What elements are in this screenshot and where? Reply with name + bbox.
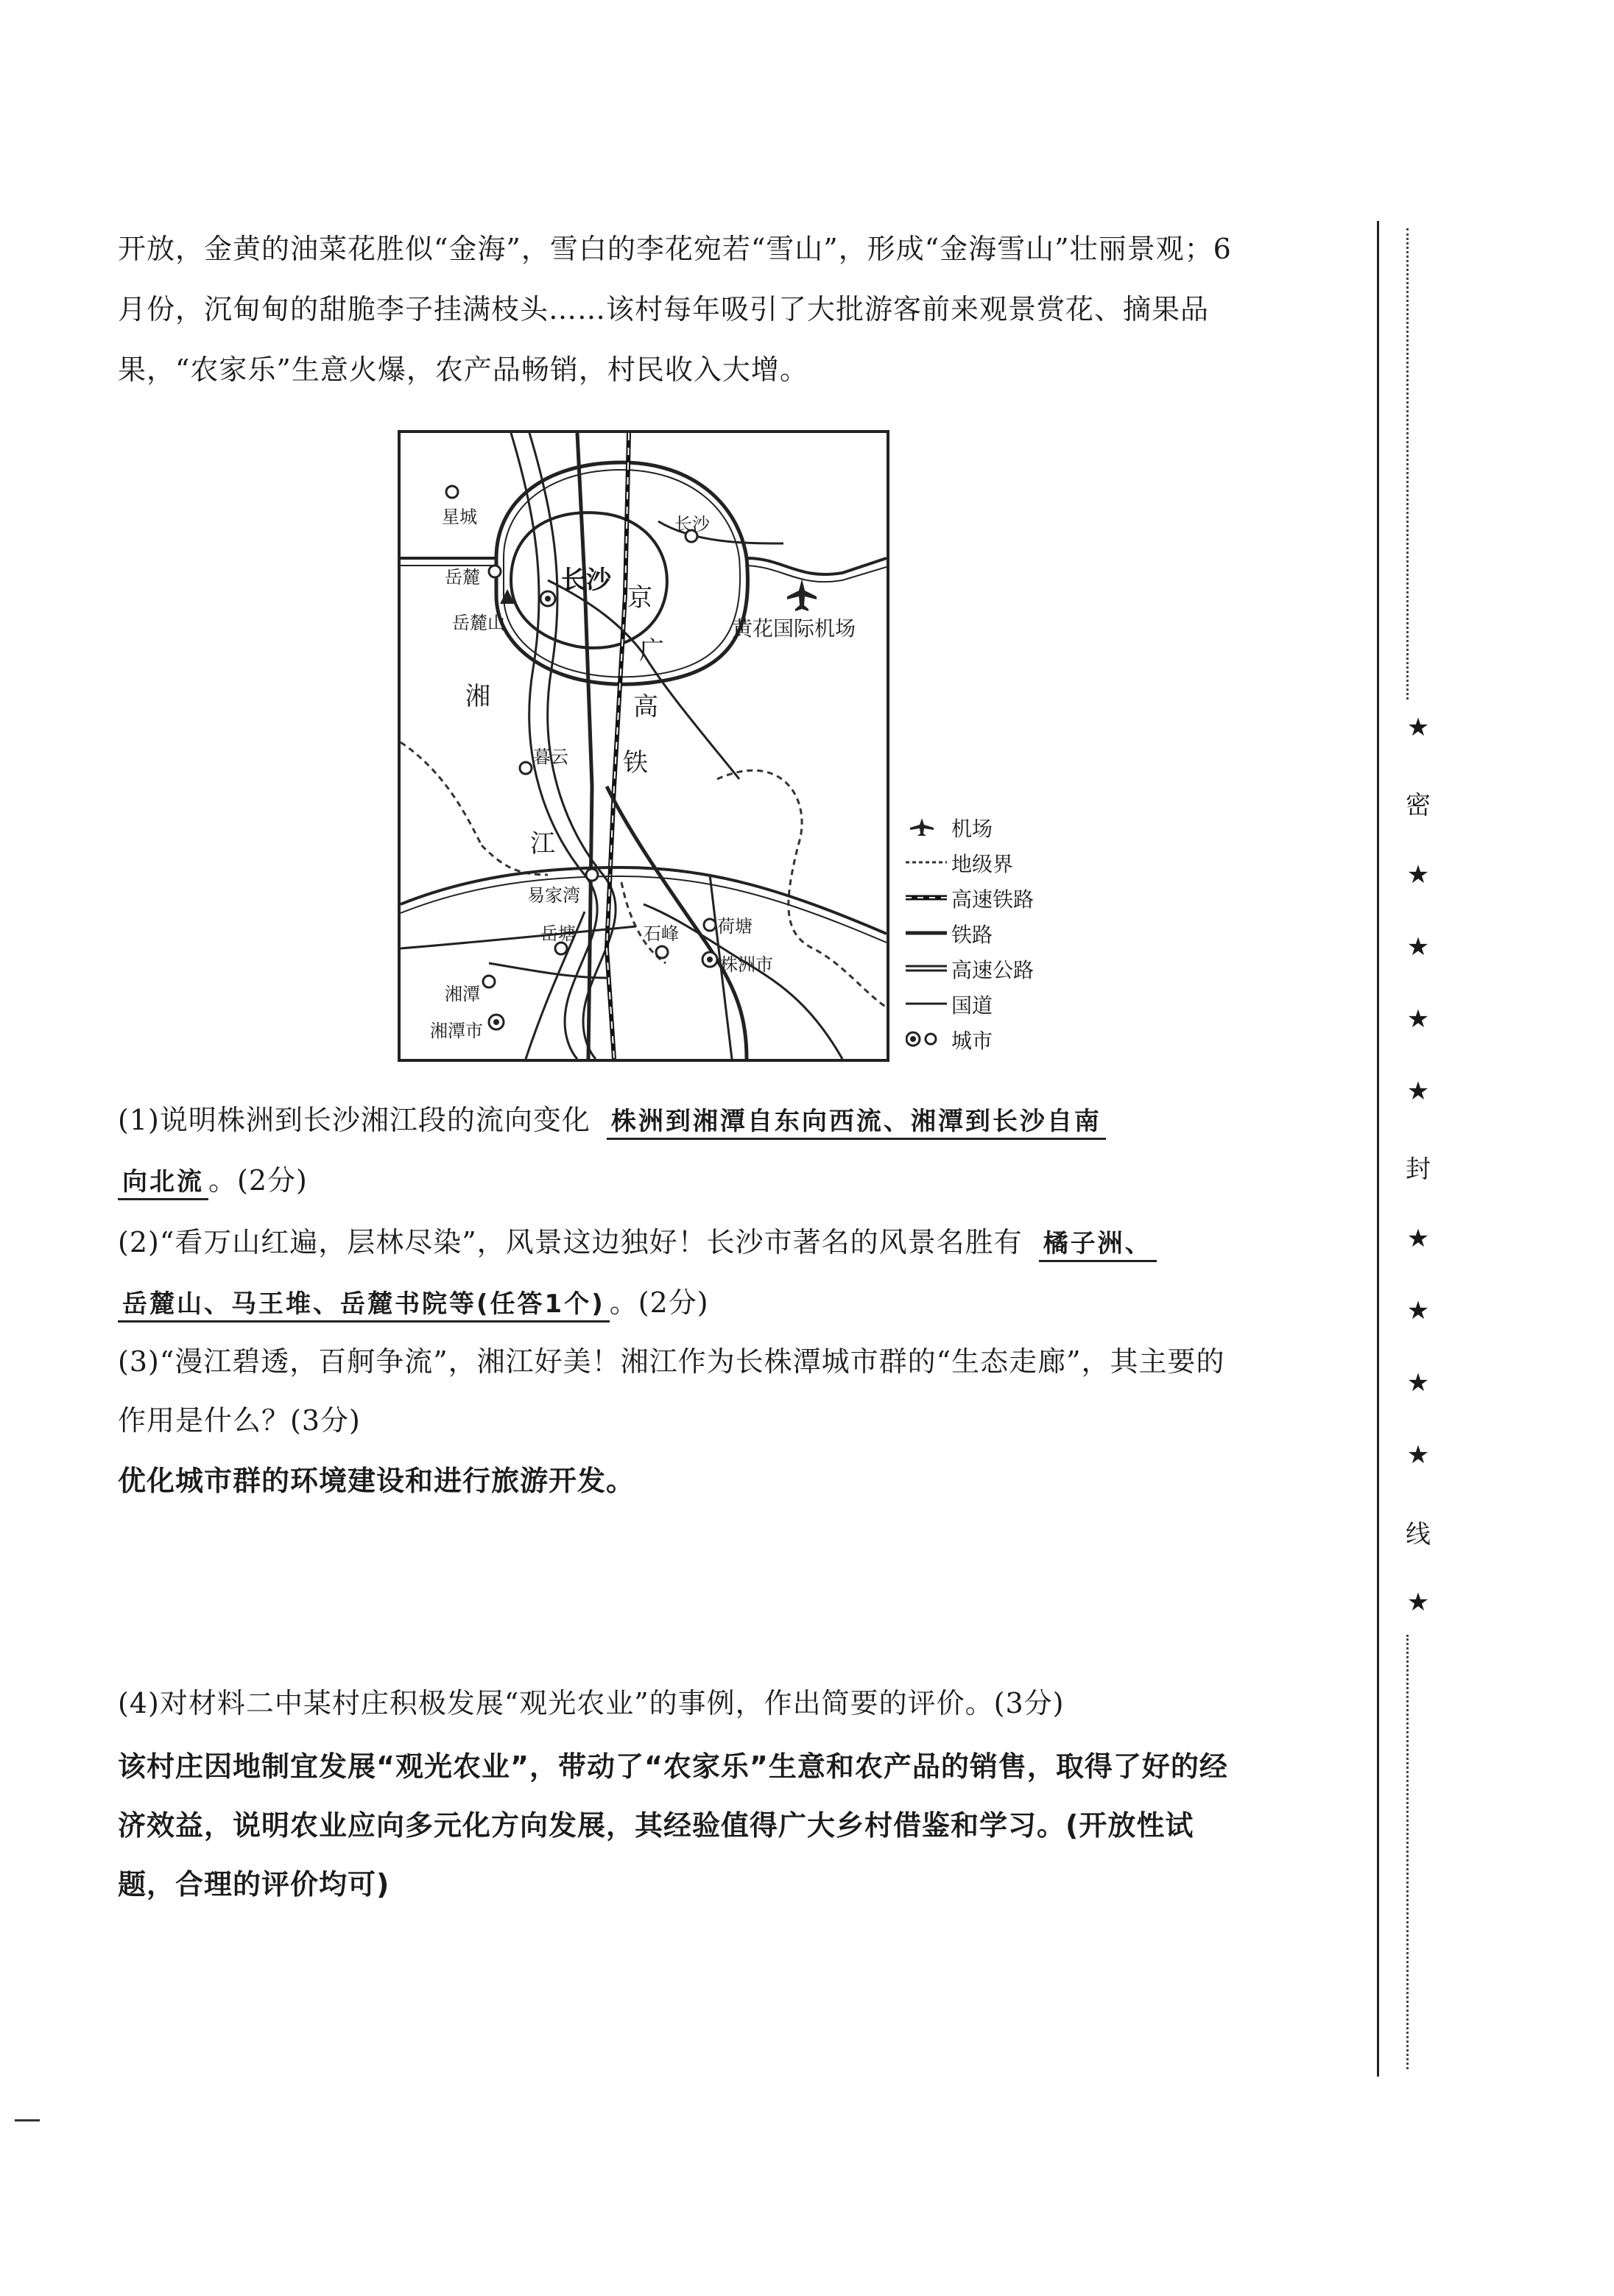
national-road-line-icon bbox=[906, 994, 947, 1013]
map-label-muyun: 暮云 bbox=[533, 747, 568, 767]
binding-star: ★ bbox=[1406, 1440, 1430, 1470]
binding-star: ★ bbox=[1406, 1077, 1430, 1106]
map-label-changsha: 长沙 bbox=[561, 566, 611, 595]
map-figure bbox=[398, 430, 889, 1062]
q3-answer: 优化城市群的环境建设和进行旅游开发。 bbox=[118, 1465, 635, 1497]
q3-line-2: 作用是什么？(3分) bbox=[118, 1404, 361, 1437]
q2-line-1 bbox=[118, 1219, 1157, 1260]
binding-dotted-line-top bbox=[1406, 228, 1409, 700]
q1-answer-a: 株洲到湘潭自东向西流、湘潭到长沙自南 bbox=[607, 1107, 1106, 1140]
binding-char-feng: 封 bbox=[1406, 1155, 1431, 1184]
binding-star: ★ bbox=[1406, 713, 1430, 742]
intro-line-2: 月份，沉甸甸的甜脆李子挂满枝头……该村每年吸引了大批游客前来观景赏花、摘果品 bbox=[118, 293, 1210, 325]
map-label-xiangtan: 湘潭 bbox=[445, 984, 480, 1004]
binding-char-mi: 密 bbox=[1406, 791, 1431, 820]
binding-star: ★ bbox=[1406, 1368, 1430, 1398]
legend-row-boundary bbox=[906, 845, 1127, 881]
binding-margin bbox=[1377, 221, 1431, 2077]
legend-row-hsr bbox=[906, 881, 1127, 916]
q1-line-2 bbox=[118, 1158, 308, 1198]
binding-star: ★ bbox=[1406, 932, 1430, 962]
map-label-rail-jing: 京 bbox=[627, 583, 652, 613]
map-label-xingcheng: 星城 bbox=[442, 507, 477, 527]
map-label-yuetang: 岳塘 bbox=[540, 923, 576, 944]
legend-label-boundary: 地级界 bbox=[951, 852, 1014, 876]
binding-star: ★ bbox=[1406, 1296, 1430, 1325]
hsr-line-icon bbox=[906, 888, 947, 907]
binding-dotted-line-bottom bbox=[1406, 1635, 1409, 2069]
map-label-rail-gao: 高 bbox=[633, 692, 658, 722]
boundary-line-icon bbox=[906, 853, 947, 872]
map-legend bbox=[906, 810, 1127, 1057]
legend-label-rail: 铁路 bbox=[951, 923, 993, 947]
map-label-shifeng: 石峰 bbox=[644, 923, 679, 944]
q2-prefix: (2)“看万山红遍，层林尽染”，风景这边独好！长沙市著名的风景名胜有 bbox=[118, 1226, 1023, 1258]
map-label-rail-guang: 广 bbox=[639, 636, 664, 666]
legend-row-city bbox=[906, 1022, 1127, 1057]
map-label-river-xiang: 湘 bbox=[465, 682, 490, 711]
legend-label-hsr: 高速铁路 bbox=[951, 887, 1035, 912]
q4-answer-line-1: 该村庄因地制宜发展“观光农业”，带动了“农家乐”生意和农产品的销售，取得了好的经 bbox=[118, 1750, 1228, 1783]
map-label-airport: 黄花国际机场 bbox=[732, 616, 856, 641]
corner-mark bbox=[15, 2119, 40, 2121]
legend-row-national-road bbox=[906, 987, 1127, 1022]
q2-suffix: 。(2分) bbox=[609, 1286, 709, 1319]
legend-label-airport: 机场 bbox=[951, 817, 993, 841]
binding-star: ★ bbox=[1406, 1224, 1430, 1253]
q1-suffix: 。(2分) bbox=[208, 1164, 308, 1197]
binding-star: ★ bbox=[1406, 1004, 1430, 1034]
binding-char-xian: 线 bbox=[1406, 1520, 1431, 1549]
map-label-changsha-small: 长沙 bbox=[674, 514, 710, 535]
intro-line-1: 开放，金黄的油菜花胜似“金海”，雪白的李花宛若“雪山”，形成“金海雪山”壮丽景观；6 bbox=[118, 233, 1232, 265]
q2-answer-b: 岳麓山、马王堆、岳麓书院等(任答1个) bbox=[118, 1289, 610, 1323]
legend-label-national-road: 国道 bbox=[951, 993, 993, 1018]
legend-row-airport bbox=[906, 810, 1127, 845]
map-label-zhuzhou: 株洲市 bbox=[720, 954, 773, 975]
legend-label-expressway: 高速公路 bbox=[951, 958, 1035, 982]
binding-solid-line bbox=[1377, 221, 1379, 2077]
binding-star: ★ bbox=[1406, 1588, 1430, 1617]
map-label-yuelu: 岳麓 bbox=[445, 567, 480, 588]
legend-label-city: 城市 bbox=[951, 1029, 993, 1053]
q4-answer-line-3: 题，合理的评价均可) bbox=[118, 1868, 390, 1901]
city-icon bbox=[906, 1029, 947, 1049]
intro-line-3: 果，“农家乐”生意火爆，农产品畅销，村民收入大增。 bbox=[118, 353, 808, 386]
expressway-line-icon bbox=[906, 959, 947, 978]
map-label-xiangtan-city: 湘潭市 bbox=[430, 1021, 483, 1041]
map-label-yijiawan: 易家湾 bbox=[527, 885, 580, 906]
q3-line-1: (3)“漫江碧透，百舸争流”，湘江好美！湘江作为长株潭城市群的“生态走廊”，其主要的 bbox=[118, 1345, 1225, 1378]
map-label-rail-tie: 铁 bbox=[623, 748, 648, 778]
q2-answer-a: 橘子洲、 bbox=[1039, 1229, 1157, 1262]
map-label-river-jiang: 江 bbox=[530, 829, 555, 859]
map-label-hetang: 荷塘 bbox=[717, 916, 753, 937]
legend-row-expressway bbox=[906, 951, 1127, 987]
q1-answer-b: 向北流 bbox=[118, 1167, 208, 1200]
binding-star: ★ bbox=[1406, 860, 1430, 890]
rail-line-icon bbox=[906, 923, 947, 943]
q1-prefix: (1)说明株洲到长沙湘江段的流向变化 bbox=[118, 1104, 591, 1136]
q1-line-1 bbox=[118, 1097, 1106, 1138]
legend-row-rail bbox=[906, 916, 1127, 951]
q4-prompt: (4)对材料二中某村庄积极发展“观光农业”的事例，作出简要的评价。(3分) bbox=[118, 1687, 1065, 1719]
map-label-yuelushan: 岳麓山 bbox=[452, 613, 505, 633]
q2-line-2 bbox=[118, 1280, 709, 1320]
airport-icon bbox=[906, 817, 947, 837]
q4-answer-line-2: 济效益，说明农业应向多元化方向发展，其经验值得广大乡村借鉴和学习。(开放性试 bbox=[118, 1809, 1194, 1842]
